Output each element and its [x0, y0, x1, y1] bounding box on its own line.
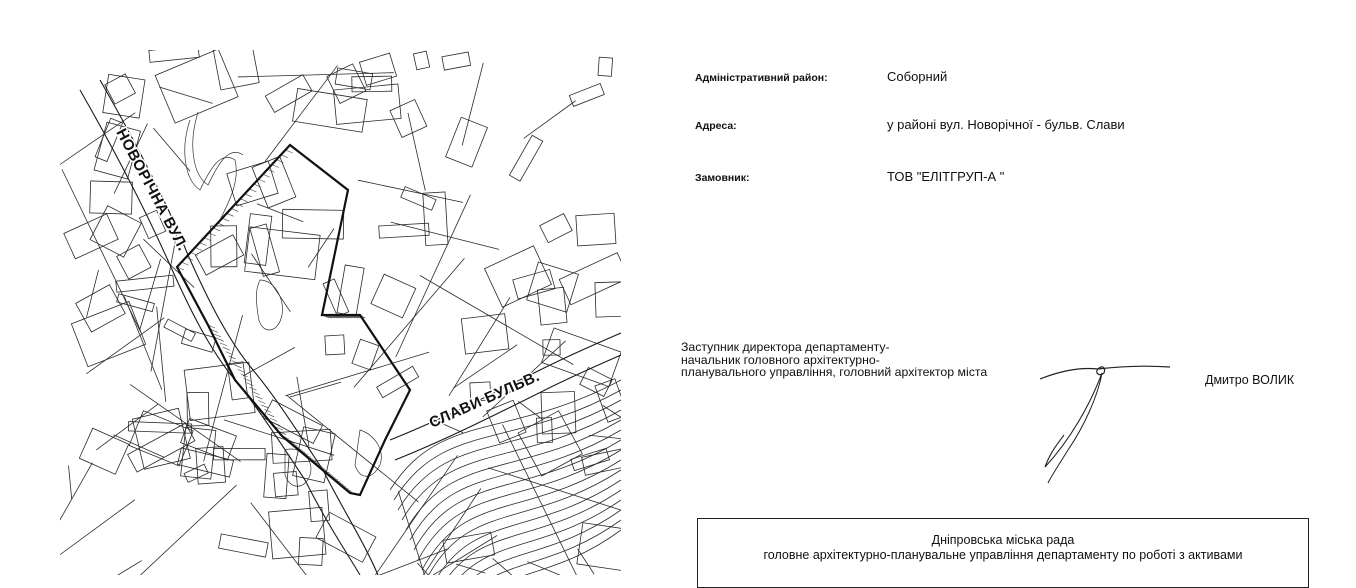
customer-value: ТОВ "ЕЛІТГРУП-А "	[887, 169, 1005, 184]
organization-name: Дніпровська міська рада	[931, 533, 1075, 547]
map-line	[105, 74, 136, 104]
map-line	[251, 503, 325, 575]
map-line	[603, 405, 621, 503]
hatch-tick	[217, 338, 224, 341]
map-line	[213, 50, 259, 90]
map-line	[391, 222, 499, 249]
map-line	[518, 401, 542, 419]
map-line	[100, 485, 237, 575]
map-line	[595, 379, 621, 422]
map-line	[105, 561, 142, 575]
map-line	[423, 192, 448, 246]
map-line	[359, 53, 396, 85]
hatch-tick	[249, 387, 256, 390]
map-linework	[60, 50, 621, 575]
hatch-tick	[270, 418, 277, 421]
map-line	[327, 64, 366, 104]
map-line	[62, 169, 141, 332]
street-label-slavy: СЛАВИ БУЛЬВ.	[426, 367, 543, 432]
map-line	[274, 471, 299, 496]
hatch-tick	[229, 356, 236, 359]
map-drawing	[60, 50, 621, 575]
map-line	[243, 347, 295, 376]
hatch-tick	[223, 347, 230, 350]
map-line	[250, 224, 280, 276]
map-line	[417, 535, 497, 575]
map-line	[488, 468, 621, 511]
hatch-tick	[261, 405, 268, 408]
hatch-tick	[220, 343, 227, 346]
map-line	[559, 253, 621, 305]
map-line	[60, 500, 135, 566]
map-line	[540, 214, 573, 243]
map-line	[219, 534, 269, 557]
map-line	[396, 195, 471, 357]
map-line	[462, 63, 483, 145]
map-line	[413, 51, 429, 70]
map-line	[116, 275, 174, 292]
map-line	[449, 297, 510, 395]
map-line	[414, 440, 621, 550]
map-line	[422, 460, 621, 570]
map-line	[60, 463, 92, 528]
map-line	[64, 214, 118, 259]
map-line	[337, 265, 364, 316]
hatch-tick	[252, 392, 259, 395]
map-line	[257, 204, 303, 222]
signer-title	[681, 341, 987, 379]
map-line	[418, 450, 621, 560]
map-line	[265, 65, 337, 161]
map-line	[69, 466, 72, 500]
hatch-tick	[226, 352, 233, 355]
signer-name: Дмитро ВОЛИК	[1205, 373, 1295, 387]
signer-title-line-1: Заступник директора департаменту-	[681, 340, 890, 354]
map-line	[290, 382, 341, 397]
map-line	[461, 314, 509, 354]
handwritten-signature	[1030, 355, 1180, 495]
map-line	[509, 135, 542, 181]
map-line	[86, 318, 164, 374]
map-line	[263, 400, 322, 444]
map-line	[537, 287, 567, 325]
hatch-tick	[267, 414, 274, 417]
map-line	[90, 181, 133, 214]
map-line	[493, 558, 621, 575]
map-line	[79, 428, 128, 474]
map-line	[358, 180, 463, 202]
hatch-tick	[235, 365, 242, 368]
map-line	[513, 269, 555, 299]
map-line	[251, 254, 290, 312]
map-line	[333, 84, 401, 124]
map-line	[446, 117, 488, 167]
map-line	[578, 549, 595, 574]
map-line	[443, 532, 495, 563]
district-label: Адміністративний район:	[695, 72, 828, 84]
map-line	[227, 362, 248, 400]
map-line	[408, 113, 425, 191]
map-line	[155, 50, 238, 123]
map-line	[406, 420, 621, 530]
map-line	[316, 512, 376, 562]
map-line	[577, 523, 621, 573]
map-line	[285, 352, 429, 396]
map-line	[117, 245, 151, 280]
map-line	[434, 490, 621, 575]
map-line	[298, 537, 323, 565]
organization-department: головне архітектурно-планувальне управління департаменту по роботі з активами	[763, 548, 1243, 562]
map-line	[582, 443, 621, 475]
hatch-tick	[238, 369, 245, 372]
address-label: Адреса:	[695, 120, 737, 132]
site-plan-map	[60, 50, 621, 575]
hatch-tick	[246, 383, 253, 386]
map-line	[71, 301, 145, 366]
map-line	[117, 294, 155, 312]
map-line	[113, 435, 164, 458]
map-line	[398, 488, 481, 575]
map-line	[323, 279, 349, 317]
address-value: у районі вул. Новорічної - бульв. Слави	[887, 117, 1125, 132]
organization-box	[697, 518, 1309, 588]
map-line	[269, 507, 326, 559]
map-line	[371, 274, 416, 318]
map-line	[456, 564, 485, 573]
hatch-tick	[255, 396, 262, 399]
map-line	[352, 339, 379, 370]
map-line	[502, 424, 577, 575]
map-line	[265, 75, 312, 113]
district-value: Соборний	[887, 69, 948, 84]
customer-label: Замовник:	[695, 172, 750, 184]
hatch-tick	[214, 334, 221, 337]
map-line	[524, 101, 576, 139]
map-line	[159, 87, 212, 103]
map-line	[576, 213, 616, 246]
map-line	[394, 390, 621, 500]
hatch-tick	[258, 400, 265, 403]
street-label-novorichna: НОВОРІЧНА ВУЛ.	[112, 125, 192, 254]
map-line	[598, 57, 613, 76]
map-line	[87, 270, 99, 317]
map-line	[595, 281, 621, 318]
map-line	[325, 335, 345, 355]
hatch-tick	[244, 378, 251, 381]
signer-title-line-3: планувального управління, головний архітектор міста	[681, 365, 988, 379]
map-line	[442, 52, 471, 70]
map-line	[569, 83, 604, 106]
signer-title-line-2: начальник головного архітектурно-	[681, 352, 880, 367]
